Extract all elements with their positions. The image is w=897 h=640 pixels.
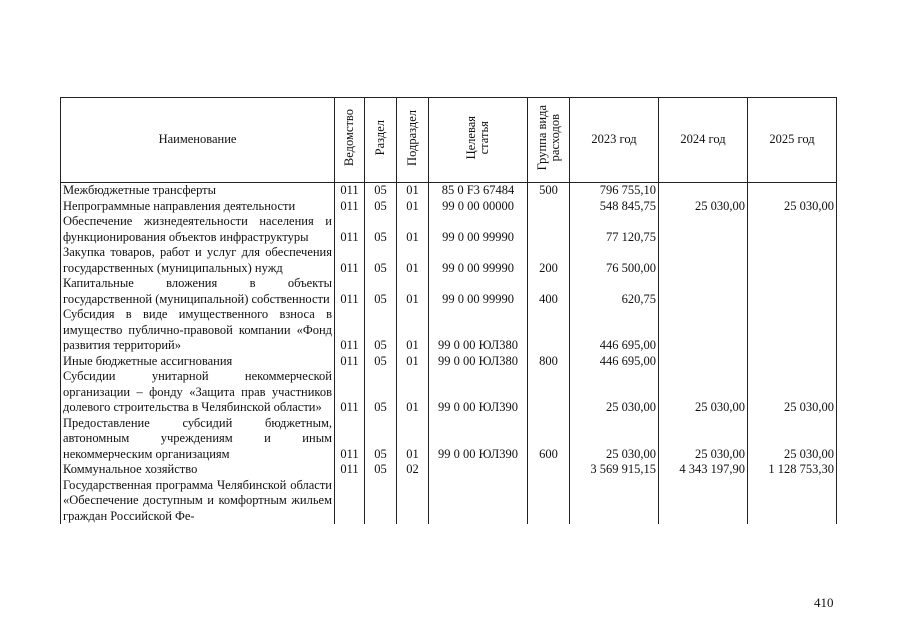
cell-y2025: [748, 307, 837, 354]
table-row: [61, 354, 837, 370]
cell-cs: 85 0 F3 67484: [429, 183, 528, 199]
cell-gvr: 600: [528, 416, 570, 463]
cell-raz: 05: [365, 276, 397, 307]
cell-pod: [397, 478, 429, 525]
cell-ved: 011: [335, 183, 365, 199]
cell-cs: 99 0 00 99990: [429, 245, 528, 276]
cell-pod: 02: [397, 462, 429, 478]
cell-raz: 05: [365, 354, 397, 370]
cell-pod: 01: [397, 416, 429, 463]
cell-gvr: 800: [528, 354, 570, 370]
cell-gvr: [528, 369, 570, 416]
cell-y2025: [748, 214, 837, 245]
table-row: [61, 416, 837, 463]
cell-ved: 011: [335, 199, 365, 215]
cell-y2023: 3 569 915,15: [570, 462, 659, 478]
cell-y2025: [748, 276, 837, 307]
cell-y2025: [748, 245, 837, 276]
cell-y2024: [659, 478, 748, 525]
cell-y2025: 25 030,00: [748, 369, 837, 416]
cell-y2024: 25 030,00: [659, 199, 748, 215]
cell-cs: 99 0 00 00000: [429, 199, 528, 215]
cell-raz: 05: [365, 199, 397, 215]
cell-cs: 99 0 00 ЮЛ390: [429, 416, 528, 463]
cell-raz: 05: [365, 416, 397, 463]
cell-cs: 99 0 00 ЮЛ380: [429, 307, 528, 354]
cell-y2023: 796 755,10: [570, 183, 659, 199]
cell-y2023: 76 500,00: [570, 245, 659, 276]
header-vedomstvo: Ведомство: [335, 98, 365, 183]
cell-gvr: [528, 478, 570, 525]
cell-y2025: [748, 354, 837, 370]
cell-y2023: 446 695,00: [570, 354, 659, 370]
cell-y2025: [748, 183, 837, 199]
header-razdel: Раздел: [365, 98, 397, 183]
cell-gvr: 400: [528, 276, 570, 307]
cell-raz: 05: [365, 183, 397, 199]
cell-raz: 05: [365, 214, 397, 245]
cell-name: Закупка товаров, работ и услуг для обеспечения государственных (муниципальных) нужд: [61, 245, 335, 276]
header-celevaya-statya: Целевая статья: [429, 98, 528, 183]
cell-name: Предоставление субсидий бюджетным, автономным учреждениям и иным некоммерческим организациям: [61, 416, 335, 463]
cell-name: Государственная программа Челябинской области «Обеспечение доступным и комфортным жильем граждан Российской Фе-: [61, 478, 335, 525]
cell-cs: [429, 462, 528, 478]
cell-ved: 011: [335, 276, 365, 307]
cell-cs: 99 0 00 99990: [429, 276, 528, 307]
table-row: [61, 214, 837, 245]
cell-y2023: 77 120,75: [570, 214, 659, 245]
cell-pod: 01: [397, 183, 429, 199]
header-podrazdel: Подраздел: [397, 98, 429, 183]
cell-name: Субсидия в виде имущественного взноса в имущество публично-правовой компании «Фонд развития территорий»: [61, 307, 335, 354]
cell-y2023: [570, 478, 659, 525]
cell-pod: 01: [397, 354, 429, 370]
cell-cs: [429, 478, 528, 525]
cell-y2024: [659, 214, 748, 245]
cell-ved: [335, 478, 365, 525]
cell-gvr: [528, 199, 570, 215]
cell-raz: 05: [365, 369, 397, 416]
cell-pod: 01: [397, 199, 429, 215]
cell-gvr: [528, 462, 570, 478]
cell-pod: 01: [397, 307, 429, 354]
cell-y2025: [748, 478, 837, 525]
cell-cs: 99 0 00 ЮЛ390: [429, 369, 528, 416]
cell-y2023: 25 030,00: [570, 369, 659, 416]
cell-name: Непрограммные направления деятельности: [61, 199, 335, 215]
cell-ved: 011: [335, 245, 365, 276]
cell-y2025: 25 030,00: [748, 416, 837, 463]
table-row: [61, 199, 837, 215]
cell-y2025: 1 128 753,30: [748, 462, 837, 478]
table-row: [61, 245, 837, 276]
cell-gvr: 500: [528, 183, 570, 199]
table-row: [61, 478, 837, 525]
table-row: [61, 183, 837, 199]
cell-ved: 011: [335, 307, 365, 354]
cell-ved: 011: [335, 214, 365, 245]
cell-name: Межбюджетные трансферты: [61, 183, 335, 199]
cell-y2023: 446 695,00: [570, 307, 659, 354]
cell-y2024: [659, 307, 748, 354]
cell-pod: 01: [397, 276, 429, 307]
cell-name: Субсидии унитарной некоммерческой организации – фонду «Защита прав участников долевого строительства в Челябинской области»: [61, 369, 335, 416]
cell-name: Обеспечение жизнедеятельности населения и функционирования объектов инфраструктуры: [61, 214, 335, 245]
cell-ved: 011: [335, 462, 365, 478]
table-header-row: [61, 98, 837, 183]
cell-gvr: 200: [528, 245, 570, 276]
cell-y2024: 25 030,00: [659, 369, 748, 416]
cell-pod: 01: [397, 245, 429, 276]
header-2024: 2024 год: [659, 98, 748, 183]
cell-gvr: [528, 307, 570, 354]
cell-cs: 99 0 00 ЮЛ380: [429, 354, 528, 370]
cell-raz: 05: [365, 245, 397, 276]
cell-y2024: [659, 354, 748, 370]
cell-raz: 05: [365, 307, 397, 354]
cell-pod: 01: [397, 214, 429, 245]
header-gruppa-vida-rashodov: Группа вида расходов: [528, 98, 570, 183]
cell-gvr: [528, 214, 570, 245]
cell-y2024: [659, 183, 748, 199]
cell-name: Капитальные вложения в объекты государственной (муниципальной) собственности: [61, 276, 335, 307]
table-row: [61, 369, 837, 416]
cell-y2025: 25 030,00: [748, 199, 837, 215]
table-row: [61, 307, 837, 354]
cell-cs: 99 0 00 99990: [429, 214, 528, 245]
cell-y2024: [659, 276, 748, 307]
cell-ved: 011: [335, 416, 365, 463]
cell-y2023: 25 030,00: [570, 416, 659, 463]
cell-y2024: 4 343 197,90: [659, 462, 748, 478]
cell-y2023: 620,75: [570, 276, 659, 307]
cell-y2024: 25 030,00: [659, 416, 748, 463]
header-name: Наименование: [61, 98, 335, 183]
cell-raz: 05: [365, 462, 397, 478]
cell-ved: 011: [335, 369, 365, 416]
table-body: [61, 183, 837, 525]
budget-table: [60, 97, 837, 524]
table-row: [61, 276, 837, 307]
table-row: [61, 462, 837, 478]
cell-name: Иные бюджетные ассигнования: [61, 354, 335, 370]
header-2023: 2023 год: [570, 98, 659, 183]
page-number: 410: [814, 595, 834, 610]
header-2025: 2025 год: [748, 98, 837, 183]
cell-pod: 01: [397, 369, 429, 416]
cell-raz: [365, 478, 397, 525]
cell-y2023: 548 845,75: [570, 199, 659, 215]
cell-y2024: [659, 245, 748, 276]
cell-name: Коммунальное хозяйство: [61, 462, 335, 478]
cell-ved: 011: [335, 354, 365, 370]
